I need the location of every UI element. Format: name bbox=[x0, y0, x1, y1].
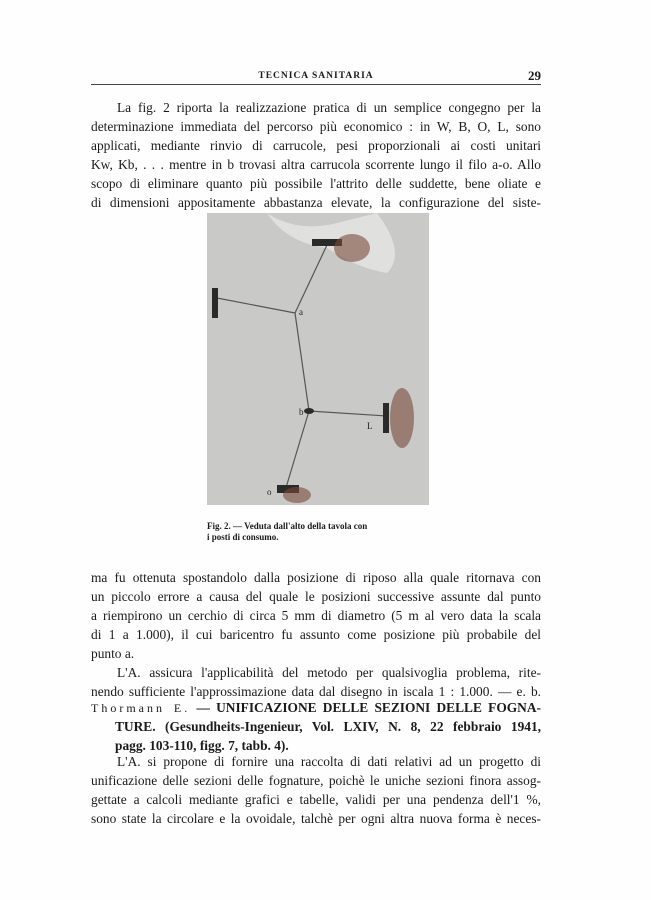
text-line: sono state la circolare e la ovoidale, talchè per ogni altra nuova forma è neces- bbox=[91, 811, 541, 826]
text-line: un piccolo errore a causa del quale le posizioni successive assunte dal punto bbox=[91, 589, 541, 604]
text-line: La fig. 2 riporta la realizzazione pratica di un semplice congegno per la bbox=[117, 100, 541, 115]
text-line: unificazione delle sezioni delle fognature, poichè le uniche sezioni finora assog- bbox=[91, 773, 541, 788]
entry-line: pagg. 103-110, figg. 7, tabb. 4). bbox=[115, 738, 289, 753]
text-line: di dimensioni appositamente abbastanza elevate, la configurazione del siste- bbox=[91, 195, 541, 210]
caption-line: Fig. 2. — Veduta dall'alto della tavola con bbox=[207, 521, 368, 531]
entry-line: TURE. (Gesundheits-Ingenieur, Vol. LXIV, N. 8, 22 febbraio 1941, bbox=[115, 719, 541, 734]
running-header bbox=[91, 68, 541, 85]
point-label-o: o bbox=[267, 487, 272, 497]
page-number: 29 bbox=[528, 68, 541, 83]
text-line: L'A. assicura l'applicabilità del metodo per qualsivoglia problema, rite- bbox=[117, 665, 541, 680]
point-label-b: b bbox=[299, 407, 304, 417]
pulley-table-photo bbox=[207, 213, 429, 505]
entry-author: Thormann E. bbox=[91, 701, 191, 715]
paragraph-2 bbox=[91, 568, 541, 701]
text-line: determinazione immediata del percorso più economico : in W, B, O, L, sono bbox=[91, 119, 541, 134]
text-line: applicati, mediante rinvio di carrucole, pesi proporzionali ai costi unitari bbox=[91, 138, 541, 153]
point-label-a: a bbox=[299, 307, 303, 317]
bibliography-entry bbox=[91, 698, 541, 755]
entry-title: — UNIFICAZIONE DELLE SEZIONI DELLE FOGNA- bbox=[196, 700, 541, 715]
text-line: gettate a calcoli mediante grafici e tabelle, validi per una pendenza dell'1 %, bbox=[91, 792, 541, 807]
figure-caption bbox=[207, 521, 367, 543]
figure-photo bbox=[207, 213, 429, 505]
text-line: a riempirono un cerchio di circa 5 mm di diametro (5 m al vero data la scala bbox=[91, 608, 541, 623]
journal-title: TECNICA SANITARIA bbox=[258, 71, 374, 81]
text-line: di 1 a 1.000), il cui baricentro fu assunto come posizione più probabile del bbox=[91, 627, 541, 642]
text-line: nendo sufficiente l'approssimazione data dal disegno in iscala 1 : 1.000. — e. b. bbox=[91, 684, 541, 699]
point-label-l: L bbox=[367, 421, 373, 431]
paragraph-1 bbox=[91, 98, 541, 212]
paragraph-4 bbox=[91, 752, 541, 828]
text-line: ma fu ottenuta spostandolo dalla posizione di riposo alla quale ritornava con bbox=[91, 570, 541, 585]
text-line: scopo di eliminare quanto più possibile l'attrito delle suddette, bene oliate e bbox=[91, 176, 541, 191]
text-line: L'A. si propone di fornire una raccolta di dati relativi ad un progetto di bbox=[117, 754, 541, 769]
caption-line: i posti di consumo. bbox=[207, 532, 279, 542]
text-line: punto a. bbox=[91, 646, 135, 661]
text-line: Kw, Kb, . . . mentre in b trovasi altra carrucola scorrente lungo il filo a-o. Allo bbox=[91, 157, 541, 172]
